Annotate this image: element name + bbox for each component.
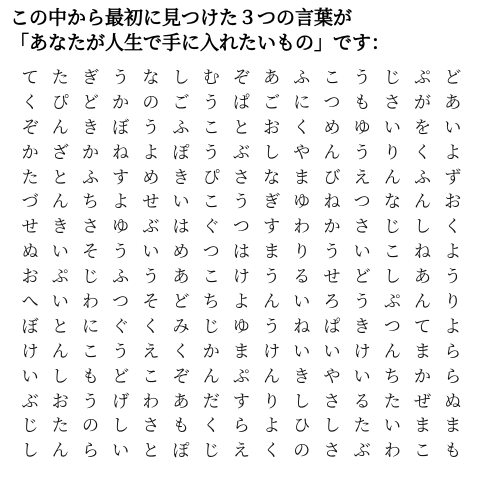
grid-cell: ぜ <box>414 391 432 412</box>
grid-cell: し <box>383 267 401 288</box>
grid-cell: け <box>21 341 39 362</box>
grid-cell: さ <box>142 416 160 437</box>
grid-cell: ぶ <box>232 142 250 163</box>
grid-cell: う <box>263 316 281 337</box>
grid-cell: る <box>353 391 371 412</box>
grid-cell: い <box>353 366 371 387</box>
grid-cell: ぬ <box>21 242 39 263</box>
grid-cell: ざ <box>51 142 69 163</box>
grid-cell: う <box>263 267 281 288</box>
grid-cell: た <box>353 416 371 437</box>
grid-cell: だ <box>202 391 220 412</box>
grid-cell: ふ <box>112 267 130 288</box>
grid-cell: も <box>81 366 99 387</box>
grid-cell: や <box>293 142 311 163</box>
grid-cell: し <box>51 366 69 387</box>
grid-cell: ぞ <box>172 366 190 387</box>
grid-cell: か <box>21 142 39 163</box>
grid-cell: り <box>263 391 281 412</box>
grid-cell: く <box>263 441 281 462</box>
grid-cell: し <box>293 391 311 412</box>
instruction-line-1: この中から最初に見つけた３つの言葉が <box>10 7 353 29</box>
grid-cell: ご <box>172 92 190 113</box>
grid-cell: へ <box>21 291 39 312</box>
grid-cell: じ <box>383 217 401 238</box>
grid-cell: う <box>353 67 371 88</box>
grid-cell: じ <box>202 441 220 462</box>
grid-cell: い <box>323 341 341 362</box>
grid-cell: ぬ <box>444 391 462 412</box>
grid-cell: え <box>142 341 160 362</box>
grid-cell: い <box>21 366 39 387</box>
grid-cell: ず <box>444 167 462 188</box>
grid-cell: ぎ <box>81 67 99 88</box>
grid-cell: か <box>81 142 99 163</box>
grid-cell: め <box>142 167 160 188</box>
grid-cell: せ <box>21 217 39 238</box>
grid-cell: う <box>112 67 130 88</box>
grid-cell: よ <box>263 416 281 437</box>
grid-cell: う <box>323 242 341 263</box>
grid-cell: う <box>112 341 130 362</box>
grid-cell: お <box>51 391 69 412</box>
grid-cell: ぐ <box>112 316 130 337</box>
grid-cell: う <box>81 391 99 412</box>
grid-cell: ふ <box>81 167 99 188</box>
grid-cell: お <box>21 267 39 288</box>
grid-cell: あ <box>263 67 281 88</box>
grid-cell: う <box>444 267 462 288</box>
grid-cell: わ <box>383 441 401 462</box>
grid-cell: ん <box>414 192 432 213</box>
grid-cell: こ <box>202 267 220 288</box>
grid-cell: な <box>383 192 401 213</box>
grid-cell: づ <box>21 192 39 213</box>
grid-cell: ま <box>414 416 432 437</box>
grid-cell: こ <box>323 67 341 88</box>
grid-cell: が <box>414 92 432 113</box>
grid-cell: と <box>51 167 69 188</box>
grid-cell: の <box>142 92 160 113</box>
grid-cell: り <box>444 291 462 312</box>
grid-cell: ん <box>383 167 401 188</box>
grid-cell: ん <box>202 366 220 387</box>
grid-cell: の <box>293 441 311 462</box>
grid-cell: な <box>142 67 160 88</box>
grid-cell: し <box>112 416 130 437</box>
grid-cell: す <box>112 167 130 188</box>
grid-cell: き <box>51 217 69 238</box>
grid-cell: ぎ <box>263 192 281 213</box>
grid-cell: た <box>383 391 401 412</box>
grid-cell: ら <box>81 441 99 462</box>
grid-cell: い <box>293 341 311 362</box>
grid-cell: て <box>21 67 39 88</box>
grid-cell: う <box>202 142 220 163</box>
grid-cell: ぶ <box>21 391 39 412</box>
grid-cell: ぐ <box>202 217 220 238</box>
grid-cell: い <box>293 291 311 312</box>
grid-cell: じ <box>202 316 220 337</box>
grid-cell: ゆ <box>112 217 130 238</box>
grid-cell: さ <box>323 441 341 462</box>
grid-cell: し <box>21 441 39 462</box>
grid-cell: い <box>444 117 462 138</box>
grid-cell: い <box>51 291 69 312</box>
grid-cell: か <box>112 92 130 113</box>
grid-cell: う <box>112 242 130 263</box>
grid-cell: い <box>353 242 371 263</box>
instruction-line-2: 「あなたが人生で手に入れたいもの」です： <box>10 32 391 54</box>
grid-cell: る <box>293 267 311 288</box>
grid-cell: ど <box>112 366 130 387</box>
grid-cell: ん <box>263 366 281 387</box>
grid-cell: め <box>172 242 190 263</box>
grid-cell: う <box>353 291 371 312</box>
grid-cell: あ <box>172 267 190 288</box>
grid-cell: か <box>202 341 220 362</box>
grid-cell: ど <box>81 92 99 113</box>
grid-cell: ま <box>263 242 281 263</box>
grid-cell: ち <box>202 291 220 312</box>
grid-cell: は <box>172 217 190 238</box>
grid-cell: ぞ <box>232 67 250 88</box>
grid-cell: か <box>414 366 432 387</box>
grid-cell: つ <box>202 242 220 263</box>
grid-cell: び <box>323 167 341 188</box>
grid-cell: も <box>172 416 190 437</box>
grid-cell: ぴ <box>202 167 220 188</box>
grid-cell: ん <box>51 117 69 138</box>
grid-cell: ゆ <box>353 117 371 138</box>
grid-cell: ふ <box>172 117 190 138</box>
grid-cell: ち <box>383 366 401 387</box>
grid-cell: ん <box>51 341 69 362</box>
grid-cell: こ <box>142 366 160 387</box>
grid-cell: し <box>414 217 432 238</box>
grid-cell: せ <box>323 267 341 288</box>
grid-cell: う <box>232 192 250 213</box>
grid-cell: け <box>353 341 371 362</box>
grid-cell: き <box>172 167 190 188</box>
grid-cell: つ <box>383 316 401 337</box>
grid-cell: た <box>51 67 69 88</box>
grid-cell: ね <box>293 316 311 337</box>
grid-cell: ご <box>263 92 281 113</box>
grid-cell: ら <box>444 366 462 387</box>
grid-cell: と <box>142 441 160 462</box>
grid-cell: わ <box>81 291 99 312</box>
grid-cell: さ <box>81 217 99 238</box>
grid-cell: こ <box>81 341 99 362</box>
grid-cell: き <box>353 316 371 337</box>
grid-cell: さ <box>383 92 401 113</box>
grid-cell: く <box>293 117 311 138</box>
grid-cell: ぷ <box>51 267 69 288</box>
grid-cell: き <box>293 366 311 387</box>
grid-cell: む <box>202 67 220 88</box>
grid-cell: て <box>414 316 432 337</box>
grid-cell: ど <box>353 267 371 288</box>
grid-cell: は <box>232 242 250 263</box>
grid-cell: じ <box>383 67 401 88</box>
grid-cell: ら <box>444 341 462 362</box>
grid-cell: ぱ <box>323 316 341 337</box>
grid-cell: ゆ <box>293 192 311 213</box>
grid-cell: く <box>414 142 432 163</box>
grid-cell: く <box>444 217 462 238</box>
grid-cell: も <box>444 441 462 462</box>
grid-cell: に <box>81 316 99 337</box>
grid-cell: く <box>202 416 220 437</box>
grid-cell: す <box>232 391 250 412</box>
grid-cell: き <box>81 117 99 138</box>
grid-cell: つ <box>232 217 250 238</box>
grid-cell: も <box>353 92 371 113</box>
grid-cell: そ <box>142 291 160 312</box>
grid-cell: よ <box>142 142 160 163</box>
grid-cell: つ <box>323 92 341 113</box>
grid-cell: し <box>323 416 341 437</box>
grid-cell: け <box>232 267 250 288</box>
grid-cell: げ <box>112 391 130 412</box>
grid-cell: よ <box>112 192 130 213</box>
grid-cell: ろ <box>323 291 341 312</box>
grid-cell: あ <box>444 92 462 113</box>
grid-cell: を <box>414 117 432 138</box>
grid-cell: ん <box>263 291 281 312</box>
grid-cell: な <box>263 167 281 188</box>
grid-cell: ま <box>232 341 250 362</box>
grid-cell: こ <box>414 441 432 462</box>
grid-cell: の <box>81 416 99 437</box>
grid-cell: つ <box>353 192 371 213</box>
grid-cell: い <box>383 416 401 437</box>
grid-cell: ぶ <box>353 441 371 462</box>
grid-cell: こ <box>383 242 401 263</box>
grid-cell: そ <box>81 242 99 263</box>
grid-cell: と <box>232 117 250 138</box>
grid-cell: く <box>172 341 190 362</box>
grid-cell: り <box>293 242 311 263</box>
grid-cell: け <box>263 341 281 362</box>
grid-cell: じ <box>81 267 99 288</box>
grid-cell: ぞ <box>21 117 39 138</box>
instruction-heading <box>10 6 475 56</box>
grid-cell: と <box>51 316 69 337</box>
grid-cell: ぷ <box>383 291 401 312</box>
grid-cell: さ <box>232 167 250 188</box>
grid-cell: ぼ <box>112 117 130 138</box>
grid-cell: ね <box>112 142 130 163</box>
grid-cell: い <box>51 242 69 263</box>
letter-grid <box>15 66 467 464</box>
grid-cell: い <box>112 441 130 462</box>
grid-cell: め <box>323 117 341 138</box>
grid-cell: ど <box>444 67 462 88</box>
grid-cell: う <box>142 267 160 288</box>
grid-cell: ち <box>81 192 99 213</box>
grid-cell: さ <box>323 391 341 412</box>
grid-cell: た <box>21 167 39 188</box>
grid-cell: よ <box>444 242 462 263</box>
grid-cell: ぼ <box>21 316 39 337</box>
grid-cell: ふ <box>293 67 311 88</box>
grid-cell: し <box>263 142 281 163</box>
grid-cell: ぴ <box>51 92 69 113</box>
grid-cell: に <box>293 92 311 113</box>
grid-cell: さ <box>353 217 371 238</box>
grid-cell: た <box>51 416 69 437</box>
grid-cell: ど <box>172 291 190 312</box>
grid-cell: ぶ <box>142 217 160 238</box>
grid-cell: く <box>21 92 39 113</box>
grid-cell: ま <box>444 416 462 437</box>
grid-cell: ひ <box>293 416 311 437</box>
grid-cell: あ <box>414 267 432 288</box>
grid-cell: ぷ <box>232 366 250 387</box>
grid-cell: よ <box>444 316 462 337</box>
grid-cell: あ <box>172 391 190 412</box>
grid-cell: ゆ <box>232 316 250 337</box>
grid-cell: う <box>142 117 160 138</box>
grid-cell: お <box>263 117 281 138</box>
grid-cell: ん <box>414 291 432 312</box>
grid-cell: わ <box>142 391 160 412</box>
grid-cell: う <box>353 142 371 163</box>
grid-cell: ぽ <box>172 142 190 163</box>
grid-cell: じ <box>21 416 39 437</box>
grid-cell: ね <box>323 192 341 213</box>
grid-cell: ら <box>232 416 250 437</box>
grid-cell: ん <box>383 341 401 362</box>
grid-cell: く <box>142 316 160 337</box>
grid-cell: せ <box>142 192 160 213</box>
grid-cell: こ <box>202 192 220 213</box>
grid-cell: ん <box>51 192 69 213</box>
grid-cell: つ <box>112 291 130 312</box>
grid-cell: う <box>202 92 220 113</box>
grid-cell: よ <box>444 142 462 163</box>
grid-cell: ん <box>51 441 69 462</box>
grid-cell: ま <box>293 167 311 188</box>
grid-cell: え <box>353 167 371 188</box>
grid-cell: ぱ <box>232 92 250 113</box>
grid-cell: や <box>323 366 341 387</box>
grid-cell: み <box>172 316 190 337</box>
grid-cell: い <box>383 117 401 138</box>
grid-cell: ん <box>323 142 341 163</box>
grid-cell: か <box>323 217 341 238</box>
grid-cell: よ <box>232 291 250 312</box>
grid-cell: ぽ <box>172 441 190 462</box>
grid-cell: ふ <box>414 167 432 188</box>
grid-cell: り <box>383 142 401 163</box>
grid-cell: い <box>142 242 160 263</box>
grid-cell: こ <box>202 117 220 138</box>
grid-cell: い <box>172 192 190 213</box>
grid-cell: お <box>444 192 462 213</box>
grid-cell: す <box>263 217 281 238</box>
grid-cell: ね <box>414 242 432 263</box>
grid-cell: ま <box>414 341 432 362</box>
grid-cell: し <box>172 67 190 88</box>
grid-cell: わ <box>293 217 311 238</box>
grid-cell: ぷ <box>414 67 432 88</box>
grid-cell: え <box>232 441 250 462</box>
